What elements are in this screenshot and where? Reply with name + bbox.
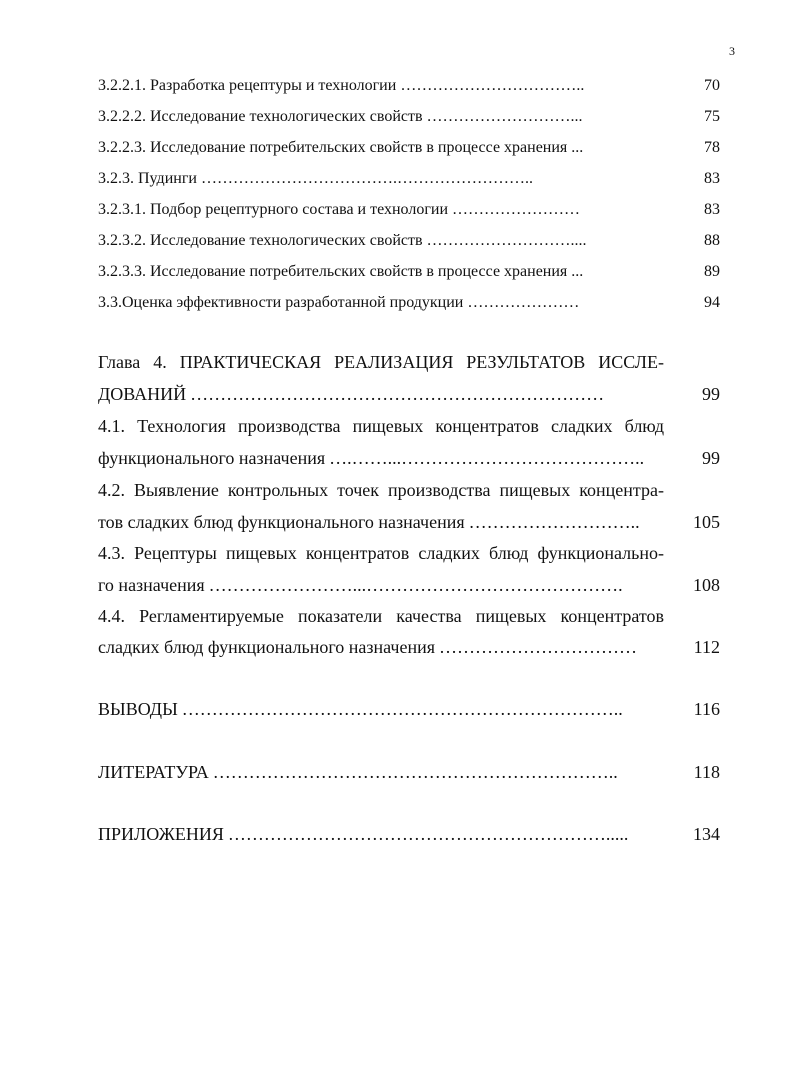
toc-page-number: 83 [704, 201, 720, 218]
toc-page-number: 70 [704, 77, 720, 94]
toc-entry [98, 291, 720, 315]
toc-entry [98, 74, 720, 98]
toc-entry-text: 3.2.3. Пудинги [98, 170, 197, 187]
toc-leader-dots: …………………………….. [400, 77, 585, 94]
toc-entry-4-4: сладких блюд функционального назначения …………………………… 112 [98, 637, 720, 657]
toc-entry-conclusions: ВЫВОДЫ ……………………………………………………………….. 116 [98, 699, 720, 719]
toc-entry [98, 136, 720, 160]
toc-entry [98, 167, 720, 191]
toc-page-number: 105 [693, 512, 720, 532]
toc-leader-dots: ….……...………………………………….. [329, 448, 645, 468]
toc-page-number: 118 [693, 762, 720, 782]
toc-leader-dots: ………………………………………………………..... [227, 824, 629, 844]
toc-entry-text: 3.2.2.1. Разработка рецептуры и технологии [98, 77, 397, 94]
toc-page-number: 94 [704, 294, 720, 311]
chapter-4-entry: ДОВАНИЙ …………………………………………………………… 99 [98, 384, 720, 404]
toc-entry [98, 105, 720, 129]
toc-leader-dots: ... [571, 263, 584, 280]
toc-entry-text: 3.2.3.3. Исследование потребительских свойств в процессе хранения [98, 263, 568, 280]
toc-leader-dots: ……………………….. [468, 512, 640, 532]
toc-entry-4-1-line1: 4.1. Технология производства пищевых концентратов сладких блюд [98, 416, 664, 436]
chapter-4-heading: Глава 4. ПРАКТИЧЕСКАЯ РЕАЛИЗАЦИЯ РЕЗУЛЬТАТОВ ИССЛЕ- [98, 352, 664, 372]
toc-leader-dots: ………………………... [426, 108, 583, 125]
toc-page-number: 116 [693, 699, 720, 719]
toc-page-number: 78 [704, 139, 720, 156]
toc-entry [98, 229, 720, 253]
toc-entry-text: 3.2.3.1. Подбор рецептурного состава и технологии [98, 201, 449, 218]
toc-leader-dots: ……………………………………………………………….. [181, 699, 623, 719]
toc-page-number: 83 [704, 170, 720, 187]
toc-entry-text: 3.3.Оценка эффективности разработанной продукции [98, 294, 464, 311]
toc-leader-dots: …………………………… [439, 637, 637, 657]
toc-page-number: 75 [704, 108, 720, 125]
toc-leader-dots: …………………………………………………………… [190, 384, 605, 404]
toc-entry [98, 260, 720, 284]
toc-leader-dots: ……………………………….…………………….. [200, 170, 533, 187]
toc-entry-literature: ЛИТЕРАТУРА ………………………………………………………….. 118 [98, 762, 720, 782]
toc-entry-text: 3.2.2.3. Исследование потребительских свойств в процессе хранения [98, 139, 568, 156]
toc-page-number: 89 [704, 263, 720, 280]
toc-leader-dots: ... [571, 139, 584, 156]
toc-page-number: 88 [704, 232, 720, 249]
toc-entry-4-2-line1: 4.2. Выявление контрольных точек производства пищевых концентра- [98, 480, 664, 500]
toc-entry-4-3-line1: 4.3. Рецептуры пищевых концентратов сладких блюд функционально- [98, 543, 664, 563]
toc-entry-4-3: го назначения ……………………...……………………………………. 108 [98, 575, 720, 595]
toc-leader-dots: ……………………...……………………………………. [208, 575, 623, 595]
toc-leader-dots: ……………………….... [426, 232, 587, 249]
toc-page-number: 108 [693, 575, 720, 595]
toc-leader-dots: ………………… [467, 294, 580, 311]
toc-entry-text: 3.2.2.2. Исследование технологических свойств [98, 108, 423, 125]
toc-page-number: 99 [702, 384, 720, 404]
page-number: 3 [729, 44, 735, 58]
toc-page-number: 134 [693, 824, 720, 844]
toc-page-number: 112 [693, 637, 720, 657]
toc-entry-text: 3.2.3.2. Исследование технологических свойств [98, 232, 423, 249]
toc-entry [98, 198, 720, 222]
toc-page-number: 99 [702, 448, 720, 468]
toc-entry-4-2: тов сладких блюд функционального назначения ……………………….. 105 [98, 512, 720, 532]
toc-leader-dots: ………………………………………………………….. [212, 762, 618, 782]
toc-entry-4-4-line1: 4.4. Регламентируемые показатели качества пищевых концентратов [98, 606, 664, 626]
toc-leader-dots: …………………… [452, 201, 581, 218]
toc-entry-4-1: функционального назначения ….……...………………………………….. 99 [98, 448, 720, 468]
toc-entry-appendices: ПРИЛОЖЕНИЯ ………………………………………………………..... 134 [98, 824, 720, 844]
